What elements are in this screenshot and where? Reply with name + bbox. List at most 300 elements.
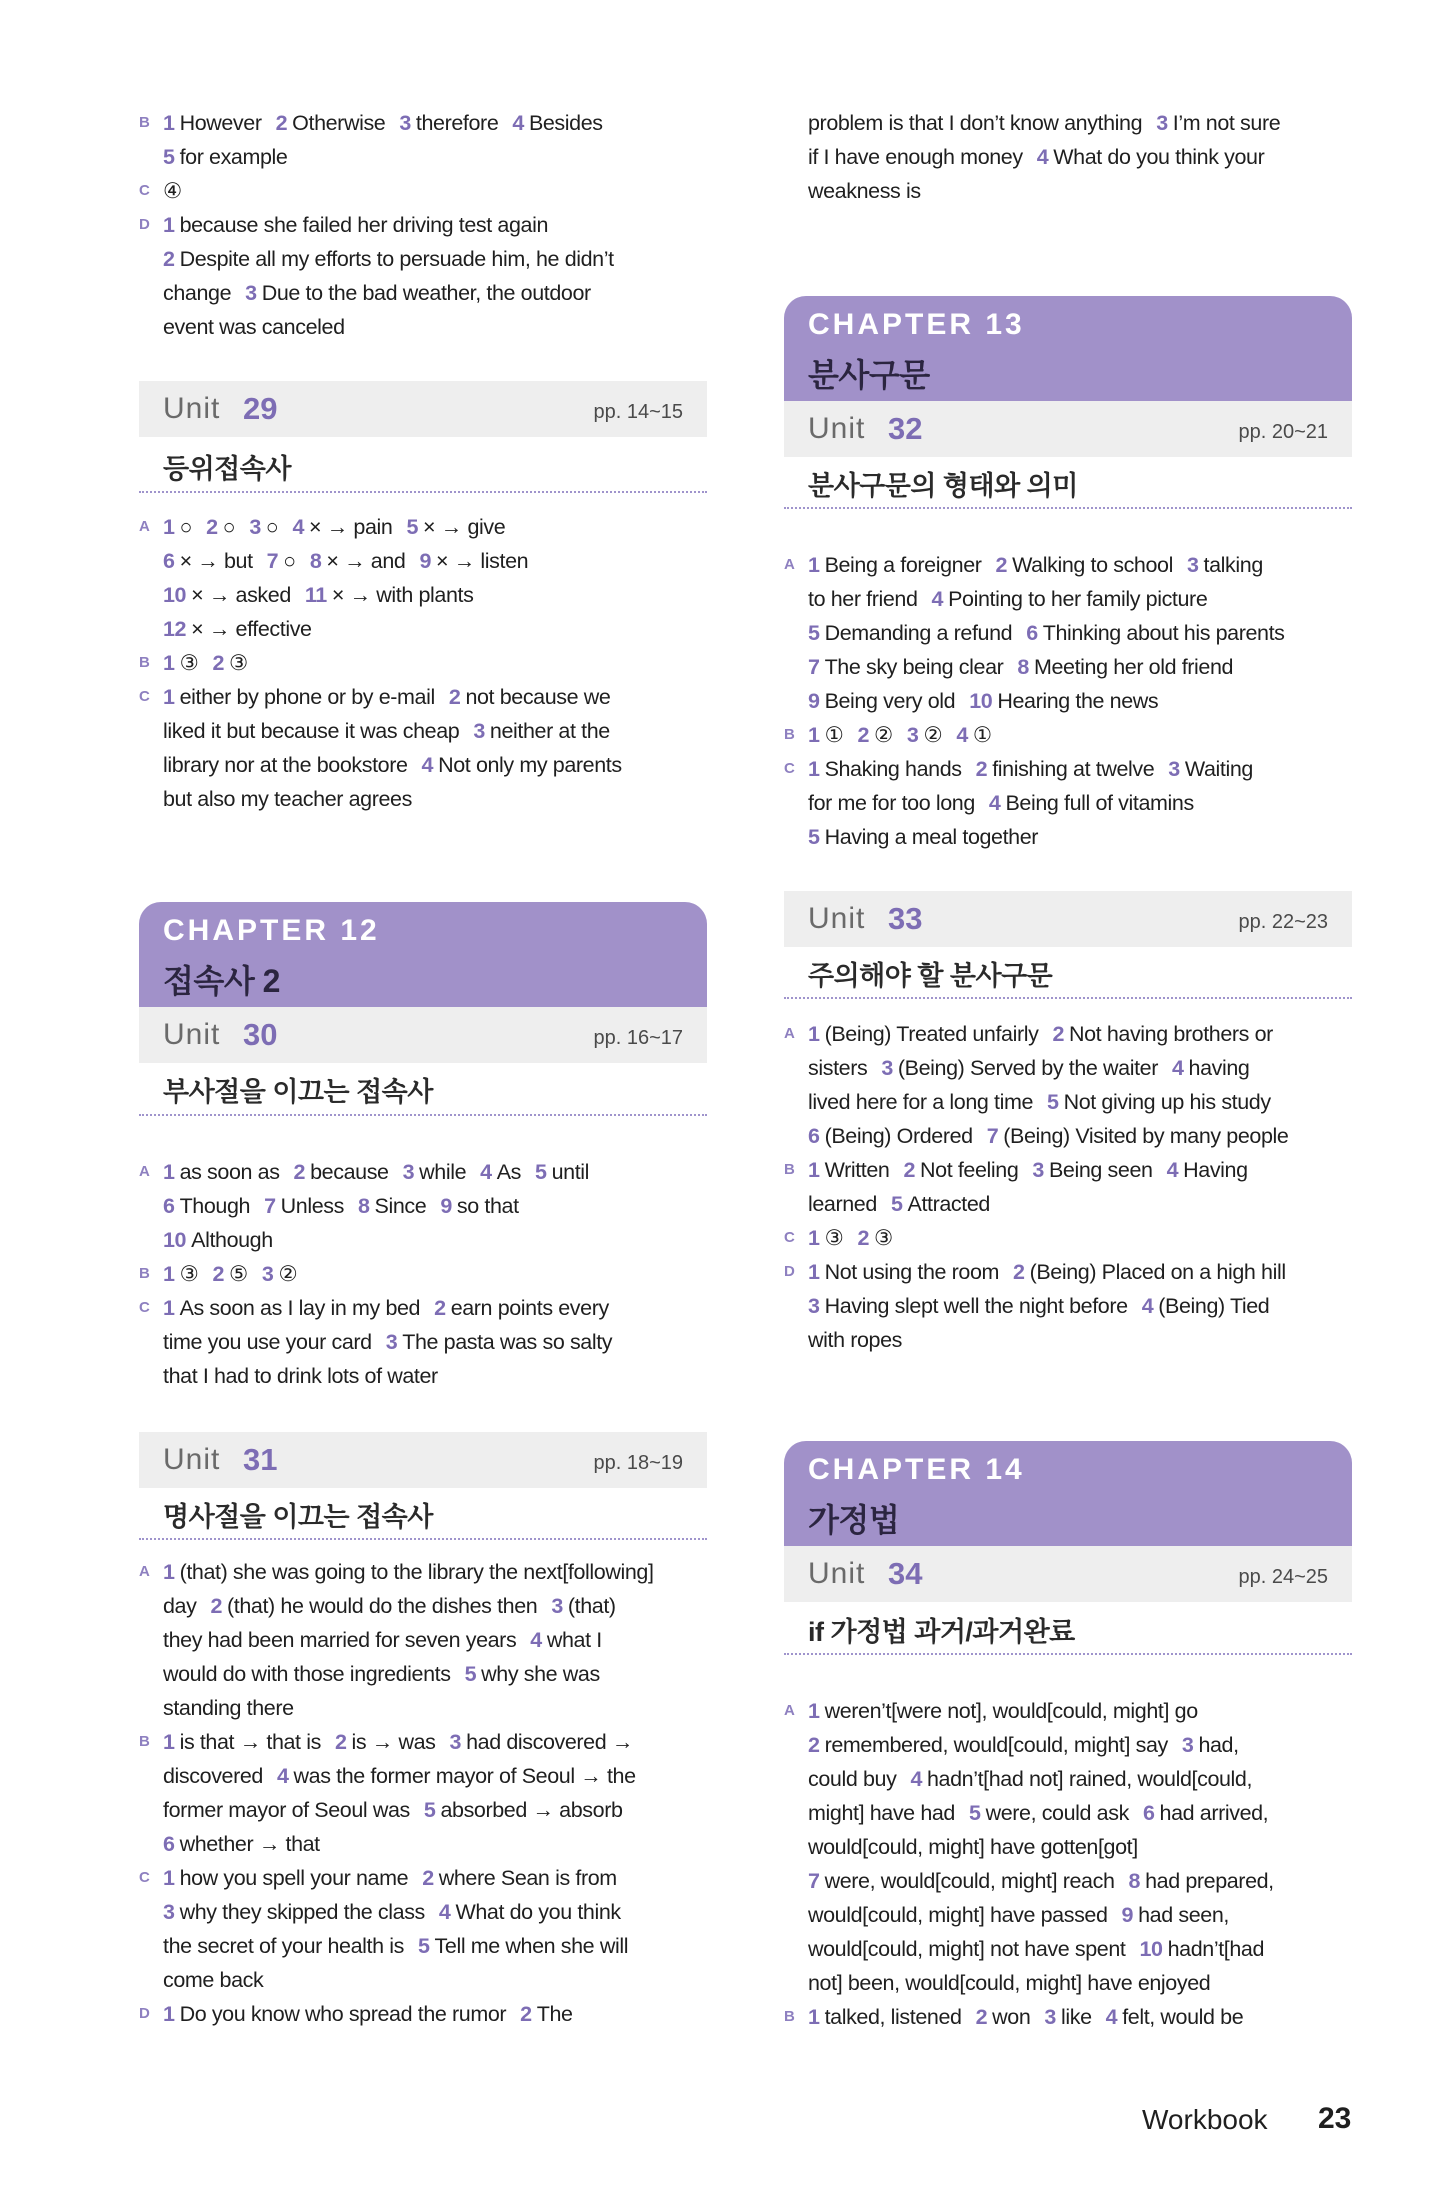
- answer-text: Pointing to her family picture: [948, 587, 1208, 611]
- item-number: 3: [881, 1056, 893, 1080]
- item-number: 2: [857, 1226, 869, 1250]
- item-number: 9: [440, 1194, 452, 1218]
- answer-text: time you use your card: [163, 1330, 372, 1354]
- unit-number: 32: [888, 411, 923, 446]
- answer-text: why she was: [481, 1662, 600, 1686]
- unit-number: 30: [243, 1017, 278, 1052]
- item-number: 1: [808, 723, 820, 747]
- item-number: 2: [1013, 1260, 1025, 1284]
- item-number: 2: [808, 1733, 820, 1757]
- item-number: 12: [163, 617, 187, 641]
- answer-line: [139, 680, 709, 714]
- answer-text: I’m not sure: [1172, 111, 1281, 135]
- answer-text: day: [163, 1594, 197, 1618]
- answer-line: [784, 1932, 1354, 1966]
- answer-text: Not giving up his study: [1063, 1090, 1271, 1114]
- item-number: 2: [206, 515, 218, 539]
- item-number: 3: [1032, 1158, 1044, 1182]
- answer-text: ②: [278, 1262, 298, 1286]
- item-number: 3: [163, 1900, 175, 1924]
- answer-text: What do you think: [455, 1900, 621, 1924]
- item-number: 6: [163, 1832, 175, 1856]
- answer-text: ③: [874, 1226, 893, 1250]
- answer-text: Being seen: [1048, 1158, 1153, 1182]
- answer-text: for example: [179, 145, 288, 169]
- answer-line: [139, 1189, 709, 1223]
- unit-29-answers: [139, 510, 709, 816]
- answer-text: sisters: [808, 1056, 868, 1080]
- answer-text: Waiting: [1184, 757, 1253, 781]
- answer-text: with ropes: [808, 1328, 902, 1352]
- answer-text: not] been, would[could, might] have enjoyed: [808, 1971, 1211, 1995]
- item-number: 4: [480, 1160, 492, 1184]
- item-number: 5: [464, 1662, 477, 1686]
- item-number: 5: [890, 1192, 903, 1216]
- answer-line: [139, 782, 709, 816]
- item-number: 8: [1128, 1869, 1141, 1893]
- unit-pages: pp. 24~25: [1238, 1566, 1328, 1588]
- answer-line: [784, 1864, 1354, 1898]
- item-number: 4: [276, 1764, 289, 1788]
- unit-31-topic: 명사절을 이끄는 접속사: [163, 1502, 433, 1532]
- item-number: 8: [357, 1194, 370, 1218]
- item-number: 3: [1044, 2005, 1056, 2029]
- section-letter: A: [784, 556, 795, 573]
- answer-line: [784, 1728, 1354, 1762]
- answer-text: (Being) Tied: [1158, 1294, 1270, 1318]
- answer-line: [784, 2000, 1354, 2034]
- dotted-divider: [784, 507, 1352, 509]
- unit-pages: pp. 18~19: [593, 1452, 683, 1474]
- answer-text: ①: [972, 723, 992, 747]
- item-number: 6: [163, 549, 175, 573]
- item-number: 1: [163, 1560, 175, 1584]
- answer-text: Hearing the news: [997, 689, 1159, 713]
- answer-text: talked, listened: [824, 2005, 962, 2029]
- answer-line: [139, 646, 709, 680]
- item-number: 2: [293, 1160, 306, 1184]
- answer-line: [139, 1929, 709, 1963]
- answer-text: The: [536, 2002, 573, 2026]
- answer-line: [139, 1895, 709, 1929]
- answer-text: event was canceled: [163, 315, 345, 339]
- answer-text: Unless: [280, 1194, 344, 1218]
- answer-text: but also my teacher agrees: [163, 787, 412, 811]
- answer-line: [784, 616, 1354, 650]
- answer-text: ③: [229, 651, 248, 675]
- item-number: 2: [975, 2005, 988, 2029]
- answer-text: could buy: [808, 1767, 897, 1791]
- section-letter: A: [784, 1025, 795, 1042]
- answer-line: [139, 1555, 709, 1589]
- answer-text: change: [163, 281, 232, 305]
- item-number: 1: [163, 111, 175, 135]
- answer-block-top-right: [784, 106, 1354, 208]
- answer-text: would[could, might] not have spent: [808, 1937, 1126, 1961]
- unit-word: Unit: [808, 902, 866, 935]
- answer-line: [139, 1325, 709, 1359]
- item-number: 1: [163, 515, 175, 539]
- answer-text: (Being) Treated unfairly: [824, 1022, 1039, 1046]
- answer-text: Having slept well the night before: [824, 1294, 1128, 1318]
- answer-line: [784, 1762, 1354, 1796]
- answer-line: [139, 242, 709, 276]
- unit-31-header: [139, 1432, 707, 1488]
- section-letter: A: [139, 1163, 150, 1180]
- unit-33-header: [784, 891, 1352, 947]
- item-number: 4: [512, 111, 524, 135]
- section-letter: A: [139, 1563, 150, 1580]
- answer-text: hadn’t[had not] rained, would[could,: [927, 1767, 1253, 1791]
- item-number: 9: [1121, 1903, 1134, 1927]
- item-number: 1: [163, 1160, 175, 1184]
- answer-text: would[could, might] have gotten[got]: [808, 1835, 1138, 1859]
- item-number: 2: [334, 1730, 347, 1754]
- item-number: 3: [1181, 1733, 1194, 1757]
- answer-line: [139, 140, 709, 174]
- answer-text: × → with plants: [331, 583, 474, 607]
- answer-text: ○: [222, 515, 236, 539]
- answer-text: therefore: [415, 111, 499, 135]
- answer-text: Being a foreigner: [824, 553, 982, 577]
- answer-text: were, could ask: [985, 1801, 1129, 1825]
- unit-number: 34: [888, 1556, 923, 1591]
- answer-text: like: [1060, 2005, 1092, 2029]
- answer-text: (that) she was going to the library the next[following]: [179, 1560, 654, 1584]
- answer-text: Although: [191, 1228, 273, 1252]
- answer-line: [139, 1623, 709, 1657]
- item-number: 3: [261, 1262, 274, 1286]
- answer-text: weren’t[were not], would[could, might] go: [824, 1699, 1198, 1723]
- answer-text: earn points every: [450, 1296, 609, 1320]
- answer-line: [784, 1153, 1354, 1187]
- answer-text: come back: [163, 1968, 264, 1992]
- answer-text: that I had to drink lots of water: [163, 1364, 438, 1388]
- answer-text: Not only my parents: [438, 753, 622, 777]
- answer-text: ②: [874, 723, 893, 747]
- item-number: 6: [1026, 621, 1038, 645]
- item-number: 4: [1036, 145, 1049, 169]
- chapter-label: CHAPTER 14: [808, 1453, 1025, 1486]
- item-number: 4: [956, 723, 968, 747]
- unit-word: Unit: [808, 412, 866, 445]
- answer-text: ③: [824, 1226, 844, 1250]
- answer-text: where Sean is from: [438, 1866, 617, 1890]
- answer-text: if I have enough money: [808, 145, 1023, 169]
- section-letter: A: [139, 518, 150, 535]
- item-number: 2: [163, 247, 175, 271]
- answer-text: Attracted: [907, 1192, 990, 1216]
- answer-line: [139, 612, 709, 646]
- item-number: 3: [551, 1594, 563, 1618]
- answer-text: because: [310, 1160, 389, 1184]
- unit-29-topic: 등위접속사: [163, 454, 291, 484]
- section-letter: D: [139, 2005, 150, 2022]
- answer-text: × → pain: [309, 515, 393, 539]
- item-number: 1: [808, 1226, 820, 1250]
- answer-text: remembered, would[could, might] say: [824, 1733, 1168, 1757]
- unit-29-header: [139, 381, 707, 437]
- answer-text: either by phone or by e-mail: [179, 685, 435, 709]
- answer-line: [784, 1830, 1354, 1864]
- section-letter: C: [784, 1229, 795, 1246]
- answer-text: × → effective: [191, 617, 312, 641]
- item-number: 1: [163, 2002, 175, 2026]
- unit-30-topic: 부사절을 이끄는 접속사: [163, 1077, 433, 1107]
- dotted-divider: [784, 1653, 1352, 1655]
- answer-text: ②: [923, 723, 943, 747]
- answer-text: Not having brothers or: [1069, 1022, 1273, 1046]
- answer-line: [139, 578, 709, 612]
- answer-line: [139, 1793, 709, 1827]
- item-number: 7: [264, 1194, 276, 1218]
- answer-text: having: [1188, 1056, 1250, 1080]
- answer-text: hadn’t[had: [1167, 1937, 1265, 1961]
- unit-32-topic: 분사구문의 형태와 의미: [808, 471, 1078, 501]
- answer-line: [139, 714, 709, 748]
- answer-text: former mayor of Seoul was: [163, 1798, 410, 1822]
- answer-text: ③: [179, 1262, 199, 1286]
- item-number: 10: [969, 689, 993, 713]
- answer-text: ①: [824, 723, 844, 747]
- item-number: 5: [969, 1801, 981, 1825]
- answer-line: [139, 1359, 709, 1393]
- answer-text: (that) he would do the dishes then: [227, 1594, 538, 1618]
- answer-text: The pasta was so salty: [402, 1330, 613, 1354]
- answer-line: [784, 1221, 1354, 1255]
- answer-text: had discovered →: [466, 1730, 633, 1754]
- answer-text: ○: [283, 549, 296, 573]
- section-letter: C: [139, 1299, 150, 1316]
- answer-text: ④: [163, 179, 182, 203]
- answer-text: As soon as I lay in my bed: [179, 1296, 421, 1320]
- item-number: 5: [535, 1160, 547, 1184]
- answer-text: Tell me when she will: [434, 1934, 629, 1958]
- item-number: 4: [910, 1767, 922, 1791]
- unit-31-answers: [139, 1555, 709, 2031]
- answer-text: Being full of vitamins: [1005, 791, 1194, 815]
- answer-line: [784, 582, 1354, 616]
- answer-text: Otherwise: [292, 111, 386, 135]
- answer-line: [784, 718, 1354, 752]
- answer-line: [139, 1291, 709, 1325]
- answer-text: not because we: [465, 685, 611, 709]
- answer-line: [139, 544, 709, 578]
- item-number: 7: [266, 549, 279, 573]
- dotted-divider: [139, 491, 707, 493]
- item-number: 1: [808, 1158, 820, 1182]
- answer-line: [139, 1759, 709, 1793]
- answer-line: [139, 1657, 709, 1691]
- chapter-14-header: [784, 1441, 1352, 1546]
- answer-text: Not feeling: [920, 1158, 1019, 1182]
- unit-34-answers: [784, 1694, 1354, 2034]
- item-number: 3: [1186, 553, 1199, 577]
- answer-text: discovered: [163, 1764, 263, 1788]
- unit-pages: pp. 16~17: [593, 1027, 683, 1049]
- chapter-label: CHAPTER 13: [808, 308, 1025, 341]
- answer-text: Thinking about his parents: [1042, 621, 1285, 645]
- item-number: 1: [163, 1866, 175, 1890]
- item-number: 3: [249, 515, 261, 539]
- item-number: 3: [808, 1294, 820, 1318]
- section-letter: B: [784, 726, 795, 743]
- answer-text: for me for too long: [808, 791, 975, 815]
- answer-text: Having a meal together: [824, 825, 1039, 849]
- item-number: 1: [163, 651, 175, 675]
- answer-line: [139, 1997, 709, 2031]
- answer-text: ○: [265, 515, 279, 539]
- item-number: 4: [438, 1900, 451, 1924]
- item-number: 2: [422, 1866, 434, 1890]
- answer-text: the secret of your health is: [163, 1934, 404, 1958]
- unit-number: 29: [243, 391, 278, 426]
- item-number: 4: [292, 515, 305, 539]
- item-number: 1: [163, 1730, 175, 1754]
- item-number: 4: [1105, 2005, 1118, 2029]
- item-number: 3: [1156, 111, 1168, 135]
- answer-text: Though: [179, 1194, 251, 1218]
- item-number: 3: [399, 111, 411, 135]
- answer-line: [784, 752, 1354, 786]
- answer-text: standing there: [163, 1696, 294, 1720]
- answer-text: weakness is: [808, 179, 921, 203]
- answer-line: [784, 1187, 1354, 1221]
- item-number: 4: [988, 791, 1001, 815]
- item-number: 10: [163, 583, 187, 607]
- answer-text: is that → that is: [179, 1730, 321, 1754]
- unit-32-answers: [784, 548, 1354, 854]
- answer-line: [139, 748, 709, 782]
- answer-line: [784, 1051, 1354, 1085]
- answer-block-top-left: [139, 106, 709, 344]
- answer-text: (Being) Served by the waiter: [897, 1056, 1158, 1080]
- answer-text: × → asked: [191, 583, 291, 607]
- item-number: 1: [808, 1022, 820, 1046]
- unit-33-answers: [784, 1017, 1354, 1357]
- section-letter: D: [784, 1263, 795, 1280]
- answer-line: [139, 510, 709, 544]
- item-number: 1: [808, 757, 820, 781]
- unit-word: Unit: [808, 1557, 866, 1590]
- answer-text: liked it but because it was cheap: [163, 719, 460, 743]
- item-number: 2: [448, 685, 461, 709]
- item-number: 6: [1142, 1801, 1155, 1825]
- answer-line: [139, 1691, 709, 1725]
- answer-text: while: [419, 1160, 467, 1184]
- answer-text: absorbed → absorb: [440, 1798, 623, 1822]
- item-number: 10: [1139, 1937, 1163, 1961]
- answer-text: (that): [567, 1594, 616, 1618]
- unit-word: Unit: [163, 1018, 221, 1051]
- item-number: 2: [857, 723, 869, 747]
- answer-text: However: [179, 111, 262, 135]
- item-number: 5: [406, 515, 419, 539]
- answer-line: [784, 820, 1354, 854]
- item-number: 4: [1171, 1056, 1184, 1080]
- unit-34-header: [784, 1546, 1352, 1602]
- item-number: 5: [423, 1798, 436, 1822]
- item-number: 1: [163, 685, 175, 709]
- answer-text: Having: [1183, 1158, 1248, 1182]
- item-number: 1: [808, 1699, 820, 1723]
- answer-line: [139, 310, 709, 344]
- unit-30-answers: [139, 1155, 709, 1393]
- item-number: 3: [402, 1160, 415, 1184]
- answer-line: [139, 1257, 709, 1291]
- answer-text: would[could, might] have passed: [808, 1903, 1108, 1927]
- item-number: 2: [212, 1262, 224, 1286]
- answer-text: had arrived,: [1159, 1801, 1269, 1825]
- answer-text: talking: [1203, 553, 1263, 577]
- section-letter: B: [139, 654, 150, 671]
- item-number: 2: [995, 553, 1008, 577]
- item-number: 9: [808, 689, 820, 713]
- item-number: 3: [385, 1330, 398, 1354]
- item-number: 7: [808, 1869, 820, 1893]
- answer-line: [784, 1796, 1354, 1830]
- unit-32-header: [784, 401, 1352, 457]
- item-number: 2: [520, 2002, 532, 2026]
- answer-text: they had been married for seven years: [163, 1628, 517, 1652]
- answer-text: (Being) Placed on a high hill: [1029, 1260, 1286, 1284]
- answer-text: ○: [179, 515, 193, 539]
- section-letter: B: [784, 2008, 795, 2025]
- answer-line: [784, 1898, 1354, 1932]
- unit-30-header: [139, 1007, 707, 1063]
- unit-number: 31: [243, 1442, 278, 1477]
- answer-line: [784, 1289, 1354, 1323]
- answer-line: [784, 1323, 1354, 1357]
- answer-text: (Being) Ordered: [824, 1124, 973, 1148]
- item-number: 7: [808, 655, 820, 679]
- section-letter: B: [139, 1265, 150, 1282]
- unit-word: Unit: [163, 1443, 221, 1476]
- chapter-13-header: [784, 296, 1352, 401]
- answer-text: As: [496, 1160, 522, 1184]
- item-number: 3: [449, 1730, 462, 1754]
- section-letter: C: [139, 182, 150, 199]
- item-number: 2: [903, 1158, 916, 1182]
- item-number: 5: [163, 145, 175, 169]
- item-number: 2: [212, 651, 224, 675]
- answer-text: had,: [1198, 1733, 1239, 1757]
- answer-line: [784, 684, 1354, 718]
- page-number: 23: [1318, 2102, 1352, 2135]
- answer-line: [139, 174, 709, 208]
- answer-text: Shaking hands: [824, 757, 962, 781]
- answer-text: is → was: [351, 1730, 436, 1754]
- answer-text: until: [551, 1160, 590, 1184]
- answer-text: (Being) Visited by many people: [1003, 1124, 1289, 1148]
- answer-line: [139, 1223, 709, 1257]
- answer-text: × → but: [179, 549, 253, 573]
- item-number: 10: [163, 1228, 187, 1252]
- item-number: 9: [419, 549, 432, 573]
- answer-text: what I: [546, 1628, 602, 1652]
- footer-workbook-label: Workbook: [1142, 2104, 1268, 2135]
- section-letter: A: [784, 1702, 795, 1719]
- chapter-title: 분사구문: [808, 357, 930, 393]
- item-number: 4: [1166, 1158, 1179, 1182]
- answer-line: [784, 140, 1354, 174]
- item-number: 2: [434, 1296, 446, 1320]
- answer-line: [139, 1963, 709, 1997]
- item-number: 3: [906, 723, 919, 747]
- item-number: 8: [1017, 655, 1029, 679]
- chapter-label: CHAPTER 12: [163, 914, 380, 947]
- answer-text: to her friend: [808, 587, 918, 611]
